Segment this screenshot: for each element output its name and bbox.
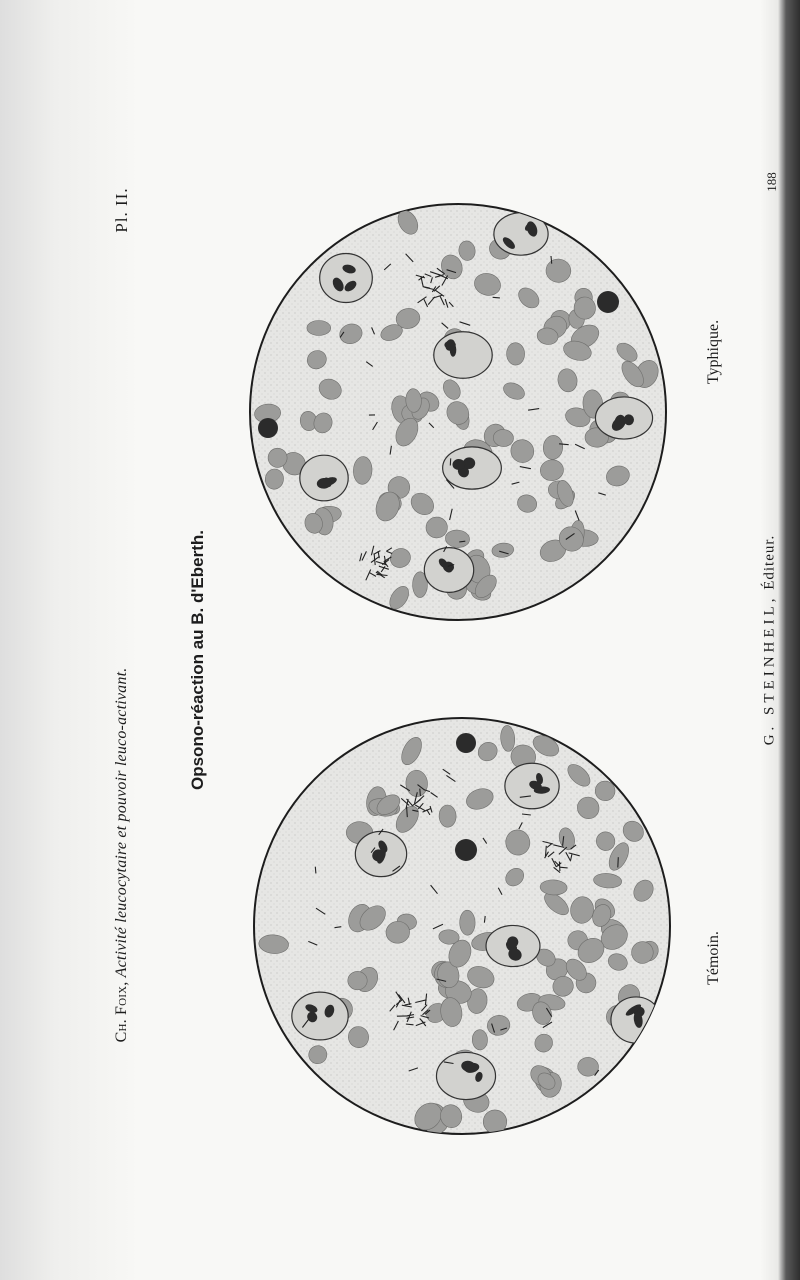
leukocyte (494, 213, 548, 255)
red-blood-cell (459, 910, 475, 935)
typhique-field (250, 204, 666, 620)
publisher-line (762, 535, 779, 746)
red-blood-cell (307, 321, 331, 336)
caption-author: Ch. Foix, (113, 981, 130, 1043)
bacillus (315, 867, 316, 874)
publisher-role: Éditeur. (761, 534, 778, 590)
publisher-name: G. STEINHEIL, (761, 594, 778, 746)
page-number: 188 (764, 172, 779, 192)
lymphocyte (456, 733, 476, 753)
lymphocyte (258, 418, 278, 438)
bacillus (551, 256, 552, 264)
red-blood-cell (426, 517, 448, 538)
plate-caption (113, 668, 131, 1043)
figure-label-temoin: Témoin. (705, 931, 722, 985)
figure-label-typhique: Typhique. (705, 319, 722, 385)
lymphocyte (597, 291, 619, 313)
bacillus (420, 789, 421, 796)
plate-heading: Opsono-réaction au B. d'Eberth. (188, 529, 207, 791)
leukocyte (292, 992, 348, 1040)
lymphocyte (455, 839, 477, 861)
bacillus (459, 541, 465, 542)
plate-number: Pl. II. (112, 187, 131, 233)
leukocyte (436, 1052, 495, 1099)
bacillus (560, 867, 568, 868)
red-blood-cell (506, 343, 524, 366)
temoin-field (254, 718, 670, 1139)
bacillus (559, 862, 560, 872)
leukocyte (320, 253, 373, 302)
leukocyte (434, 332, 492, 379)
bacillus (618, 857, 619, 867)
bacillus (406, 1024, 414, 1025)
bacillus (493, 297, 500, 298)
caption-title: Activité leucocytaire et pouvoir leuco-activant. (113, 667, 130, 978)
